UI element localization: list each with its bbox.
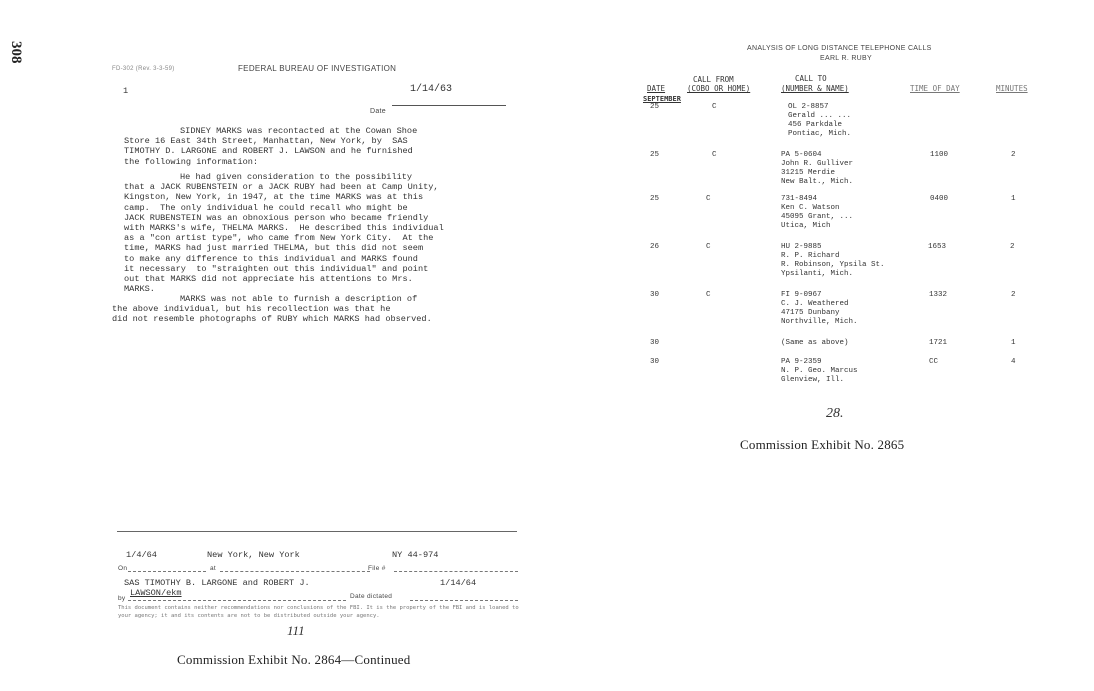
cell-to-name: John R. Gulliver [781,160,854,168]
agents-initials: LAWSON/ekm [130,588,182,598]
cell-to-city: Pontiac, Mich. [788,130,852,138]
text-line: the above individual, but his recollection was that he [112,304,391,315]
form-line-1 [118,563,518,573]
calls-table [643,103,1043,393]
cell-time: 1100 [930,151,949,159]
agency-header: FEDERAL BUREAU OF INVESTIGATION [238,64,397,73]
cell-from: C [706,291,711,299]
cell-time: 1332 [929,291,948,299]
dictated-date: 1/14/64 [440,578,477,588]
date-label: Date [370,108,386,115]
text-line: TIMOTHY D. LARGONE and ROBERT J. LAWSON and he furnished [124,146,413,157]
table-row [643,103,1043,153]
cell-minutes: 2 [1010,243,1015,251]
text-line: JACK RUBENSTEIN was an obnoxious person who became friendly [124,212,429,223]
cell-to-name: N. P. Geo. Marcus [781,367,858,375]
header-call-to: CALL TO [795,74,827,83]
text-line: did not resemble photographs of RUBY which MARKS had observed. [112,314,432,325]
on-label: On [118,565,128,572]
agents-name: SAS TIMOTHY B. LARGONE and ROBERT J. [124,578,310,588]
form-line-2 [118,591,518,601]
text-line: camp. The only individual he could recall who might be [124,202,408,213]
form-divider [117,531,517,532]
cell-to-address: 31215 Merdie [781,169,836,177]
cell-date: 25 [650,151,660,159]
statement-paragraph-2 [124,172,444,294]
statement-paragraph-1 [124,126,417,167]
cell-minutes: 1 [1011,195,1016,203]
table-title: ANALYSIS OF LONG DISTANCE TELEPHONE CALLS [747,45,932,52]
table-row [643,151,1043,197]
text-line: MARKS was not able to furnish a description of [180,294,418,304]
dictated-label: Date dictated [350,593,393,600]
cell-to-name: C. J. Weathered [781,300,849,308]
exhibit-caption-right: Commission Exhibit No. 2865 [740,437,905,452]
cell-to-name: Ken C. Watson [781,204,840,212]
cell-time: 1721 [929,339,948,347]
table-row [643,243,1043,289]
text-line: time, MARKS had just married THELMA, but this did not seem [124,243,424,254]
disclaimer-line-1: This document contains neither recommendations nor conclusions of the FBI. It is the property of the FBI and is loaned to [118,605,519,611]
cell-date: 26 [650,243,660,251]
text-line: it necessary to "straighten out this individual" and point [124,263,429,274]
header-call-to-sub: (NUMBER & NAME) [781,84,849,93]
text-line: that a JACK RUBENSTEIN or a JACK RUBY had been at Camp Unity, [124,182,439,193]
cell-time: CC [929,358,939,366]
file-label: File # [368,565,386,572]
table-subtitle: EARL R. RUBY [820,55,872,62]
handwritten-mark: 111 [287,623,305,638]
text-line: to make any difference to this individual and MARKS found [124,253,418,264]
header-time: TIME OF DAY [910,84,960,93]
page-number: 308 [8,41,24,64]
cell-to-city: Northville, Mich. [781,318,858,326]
cell-from: C [712,103,717,111]
text-line: as a "con artist type", who came from New York City. At the [124,233,434,244]
cell-to-address: R. Robinson, Ypsila St. [781,261,885,269]
text-line: He had given consideration to the possibility [180,172,413,182]
cell-to-name: R. P. Richard [781,252,840,260]
interview-date: 1/4/64 [126,550,157,560]
month-label: SEPTEMBER [643,95,681,103]
text-line: the following information: [124,156,259,167]
form-number: FD-302 (Rev. 3-3-59) [112,66,175,72]
table-row [643,291,1043,337]
at-label: at [210,565,217,572]
text-line: SIDNEY MARKS was recontacted at the Cowan Shoe [180,126,418,136]
cell-to-city: Utica, Mich [781,222,831,230]
cell-minutes: 2 [1011,151,1016,159]
text-line: with MARKS's wife, THELMA MARKS. He described this individual [124,223,444,234]
date-value: 1/14/63 [410,84,453,95]
cell-to-address: 456 Parkdale [788,121,843,129]
cell-to-number: HU 2-9885 [781,243,822,251]
header-minutes: MINUTES [996,84,1028,93]
cell-to-address: 47175 Dunbany [781,309,840,317]
header-call-from: CALL FROM [693,75,734,84]
header-call-from-sub: (COBO OR HOME) [687,84,751,93]
table-row [643,358,1043,392]
cell-from: C [712,151,717,159]
cell-to-address: 45095 Grant, ... [781,213,854,221]
exhibit-caption-left: Commission Exhibit No. 2864—Continued [177,652,411,667]
cell-minutes: 4 [1011,358,1016,366]
cell-date: 30 [650,291,660,299]
cell-date: 30 [650,339,660,347]
table-row [643,339,1043,355]
cell-to-number: FI 9-0967 [781,291,822,299]
cell-time: 1653 [928,243,947,251]
file-number: NY 44-974 [392,550,439,560]
date-line [370,98,506,117]
handwritten-page-number: 28. [826,406,844,421]
cell-minutes: 1 [1011,339,1016,347]
cell-from: C [706,243,711,251]
cell-time: 0400 [930,195,949,203]
cell-to-name: Gerald ... ... [788,112,852,120]
cell-to-number: PA 5-0604 [781,151,822,159]
cell-date: 25 [650,195,660,203]
header-date: DATE [647,84,666,93]
cell-to-city: Glenview, Ill. [781,376,845,384]
disclaimer-line-2: your agency; it and its contents are not to be distributed outside your agency. [118,613,380,619]
statement-paragraph-3 [112,294,432,325]
table-row [643,195,1043,241]
text-line: Store 16 East 34th Street, Manhattan, New York, by SAS [124,136,408,147]
text-line: MARKS. [124,284,155,295]
cell-to-number: (Same as above) [781,339,849,347]
text-line: out that MARKS did not appreciate his attentions to Mrs. [124,274,413,285]
cell-from: C [706,195,711,203]
cell-to-city: New Balt., Mich. [781,178,854,186]
cell-to-number: OL 2-8857 [788,103,829,111]
cell-to-number: 731-8494 [781,195,818,203]
cell-date: 30 [650,358,660,366]
page-mark: 1 [123,86,129,96]
text-line: Kingston, New York, in 1947, at the time MARKS was at this [124,192,424,203]
cell-to-city: Ypsilanti, Mich. [781,270,854,278]
interview-place: New York, New York [207,550,300,560]
cell-to-number: PA 9-2359 [781,358,822,366]
by-label: by [118,595,126,602]
cell-minutes: 2 [1011,291,1016,299]
cell-date: 25 [650,103,660,111]
